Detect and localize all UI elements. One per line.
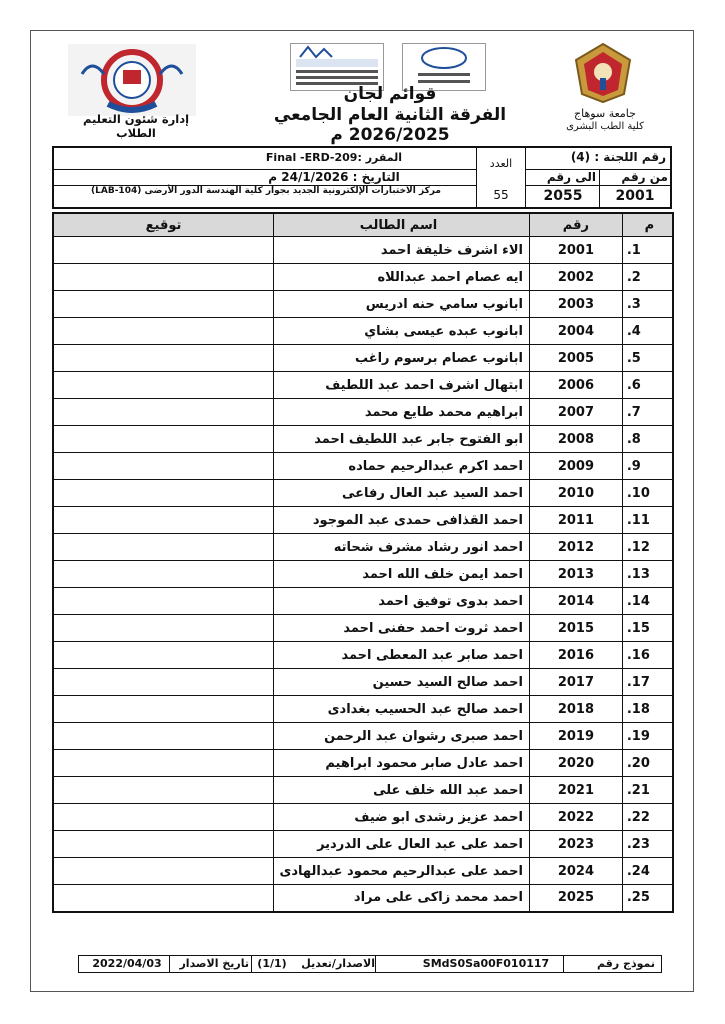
row-index: 8. [622,426,673,453]
student-name: ابو الفتوح جابر عبد اللطيف احمد [274,426,530,453]
signature-cell[interactable] [53,642,274,669]
student-name: ابانوب عصام برسوم راغب [274,345,530,372]
issue-date: 2022/04/03 [92,957,162,970]
student-number: 2022 [529,804,622,831]
student-number: 2010 [529,480,622,507]
row-index: 3. [622,291,673,318]
row-index: 4. [622,318,673,345]
footer-divider [375,956,376,972]
signature-cell[interactable] [53,723,274,750]
student-number: 2006 [529,372,622,399]
info-divider [525,148,526,207]
student-number: 2003 [529,291,622,318]
signature-cell[interactable] [53,426,274,453]
exam-date: التاريخ : 24/1/2026 م [268,170,400,184]
row-index: 2. [622,264,673,291]
signature-cell[interactable] [53,885,274,912]
student-number: 2021 [529,777,622,804]
row-index: 5. [622,345,673,372]
student-name: احمد صابر عبد المعطى احمد [274,642,530,669]
student-number: 2015 [529,615,622,642]
table-row [53,237,673,264]
university-name: جامعة سوهاج [574,107,636,120]
table-row [53,345,673,372]
info-divider [476,148,477,207]
signature-cell[interactable] [53,561,274,588]
table-row [53,588,673,615]
count-value: 55 [493,188,509,202]
row-index: 6. [622,372,673,399]
signature-cell[interactable] [53,480,274,507]
row-index: 15. [622,615,673,642]
table-header-row [53,213,673,237]
student-number: 2013 [529,561,622,588]
from-label: من رقم [621,170,668,184]
row-index: 9. [622,453,673,480]
student-name: احمد السيد عبد العال رفاعى [274,480,530,507]
table-row [53,642,673,669]
info-divider [599,169,600,207]
table-row [53,831,673,858]
count-label: العدد [489,157,513,170]
signature-cell[interactable] [53,318,274,345]
table-row [53,318,673,345]
model-number: SMdS0Sa00F010117 [422,957,550,970]
signature-cell[interactable] [53,453,274,480]
signature-cell[interactable] [53,777,274,804]
col-header-index: م [622,213,673,237]
col-header-number: رقم [529,213,622,237]
student-number: 2012 [529,534,622,561]
student-number: 2001 [529,237,622,264]
student-name: ابانوب عبده عيسى بشاي [274,318,530,345]
student-name: احمد محمد زاكى على مراد [274,885,530,912]
issue-date-label: تاريخ الاصدار [179,957,249,970]
signature-cell[interactable] [53,372,274,399]
course-code: المقرر :Final -ERD-209 [265,151,403,164]
student-number: 2024 [529,858,622,885]
student-number: 2002 [529,264,622,291]
student-number: 2011 [529,507,622,534]
student-number: 2004 [529,318,622,345]
table-row [53,291,673,318]
footer-divider [169,956,170,972]
student-number: 2020 [529,750,622,777]
student-name: احمد صبرى رشوان عبد الرحمن [274,723,530,750]
footer-divider [563,956,564,972]
student-name: احمد على عبدالرحيم محمود عبدالهادى [274,858,530,885]
student-number: 2018 [529,696,622,723]
table-row [53,480,673,507]
signature-cell[interactable] [53,831,274,858]
student-number: 2008 [529,426,622,453]
col-header-signature: توقيع [53,213,274,237]
student-number: 2005 [529,345,622,372]
row-index: 21. [622,777,673,804]
signature-cell[interactable] [53,615,274,642]
table-row [53,399,673,426]
to-value: 2055 [543,188,583,204]
table-row [53,426,673,453]
signature-cell[interactable] [53,534,274,561]
student-name: احمد عبد الله خلف على [274,777,530,804]
page-title: قوائم لجان [343,84,437,104]
table-row [53,453,673,480]
table-row [53,561,673,588]
faculty-name: كلية الطب البشرى [566,121,644,132]
row-index: 19. [622,723,673,750]
student-name: احمد عادل صابر محمود ابراهيم [274,750,530,777]
table-row [53,804,673,831]
student-name: احمد صالح السيد حسين [274,669,530,696]
signature-cell[interactable] [53,507,274,534]
student-name: ابراهيم محمد طايع محمد [274,399,530,426]
student-name: احمد صالح عبد الحسيب بغدادى [274,696,530,723]
revision-value: (1/1) [257,957,287,970]
table-row [53,723,673,750]
signature-cell[interactable] [53,399,274,426]
student-name: احمد على عبد العال على الدردير [274,831,530,858]
student-number: 2019 [529,723,622,750]
student-name: احمد القذافى حمدى عبد الموجود [274,507,530,534]
student-number: 2016 [529,642,622,669]
row-index: 11. [622,507,673,534]
exam-location: مركز الاختبارات الإلكترونية الجديد بجوار كلية الهندسة الدور الأرضى (LAB-104) [91,186,441,196]
student-number: 2007 [529,399,622,426]
revision-label: الاصدار/تعديل [301,957,375,970]
model-label: نموذج رقم [597,957,655,970]
row-index: 24. [622,858,673,885]
signature-cell[interactable] [53,804,274,831]
table-row [53,534,673,561]
table-row [53,669,673,696]
signature-cell[interactable] [53,291,274,318]
row-index: 16. [622,642,673,669]
university-logo [572,42,634,104]
table-row [53,507,673,534]
table-row [53,264,673,291]
footer-divider [251,956,252,972]
row-index: 10. [622,480,673,507]
student-name: ابتهال اشرف احمد عبد اللطيف [274,372,530,399]
row-index: 7. [622,399,673,426]
student-list-table [52,212,674,913]
col-header-name: اسم الطالب [274,213,530,237]
signature-cell[interactable] [53,696,274,723]
student-number: 2025 [529,885,622,912]
table-row [53,858,673,885]
row-index: 13. [622,561,673,588]
signature-cell[interactable] [53,588,274,615]
student-name: ايه عصام احمد عبداللاه [274,264,530,291]
signature-cell[interactable] [53,750,274,777]
row-index: 25. [622,885,673,912]
signature-cell[interactable] [53,264,274,291]
student-affairs-caption: إدارة شئون التعليم الطلاب [82,112,190,140]
signature-cell[interactable] [53,858,274,885]
table-row [53,750,673,777]
row-index: 1. [622,237,673,264]
table-row [53,372,673,399]
student-number: 2017 [529,669,622,696]
student-number: 2009 [529,453,622,480]
page-subtitle: الفرقة الثانية العام الجامعي 2026/2025 م [273,105,507,145]
row-index: 12. [622,534,673,561]
student-name: احمد اكرم عبدالرحيم حماده [274,453,530,480]
to-label: الى رقم [546,170,596,184]
table-row [53,777,673,804]
student-name: احمد بدوى توفيق احمد [274,588,530,615]
committee-number: رقم اللجنة : (4) [570,150,666,164]
info-divider [525,185,670,186]
student-affairs-logo [68,44,196,116]
signature-cell[interactable] [53,237,274,264]
committee-info-box [52,146,672,209]
student-number: 2023 [529,831,622,858]
student-number: 2014 [529,588,622,615]
signature-cell[interactable] [53,345,274,372]
student-name: احمد ثروت احمد حفنى احمد [274,615,530,642]
from-value: 2001 [615,188,655,204]
row-index: 14. [622,588,673,615]
table-row [53,696,673,723]
student-name: ابانوب سامي حنه ادريس [274,291,530,318]
row-index: 20. [622,750,673,777]
student-name: احمد انور رشاد مشرف شحاته [274,534,530,561]
row-index: 22. [622,804,673,831]
student-name: الاء اشرف خليفة احمد [274,237,530,264]
document-footer [78,955,662,973]
signature-cell[interactable] [53,669,274,696]
table-row [53,885,673,912]
row-index: 17. [622,669,673,696]
student-name: احمد ايمن خلف الله احمد [274,561,530,588]
row-index: 23. [622,831,673,858]
table-row [53,615,673,642]
student-name: احمد عزيز رشدى ابو ضيف [274,804,530,831]
row-index: 18. [622,696,673,723]
